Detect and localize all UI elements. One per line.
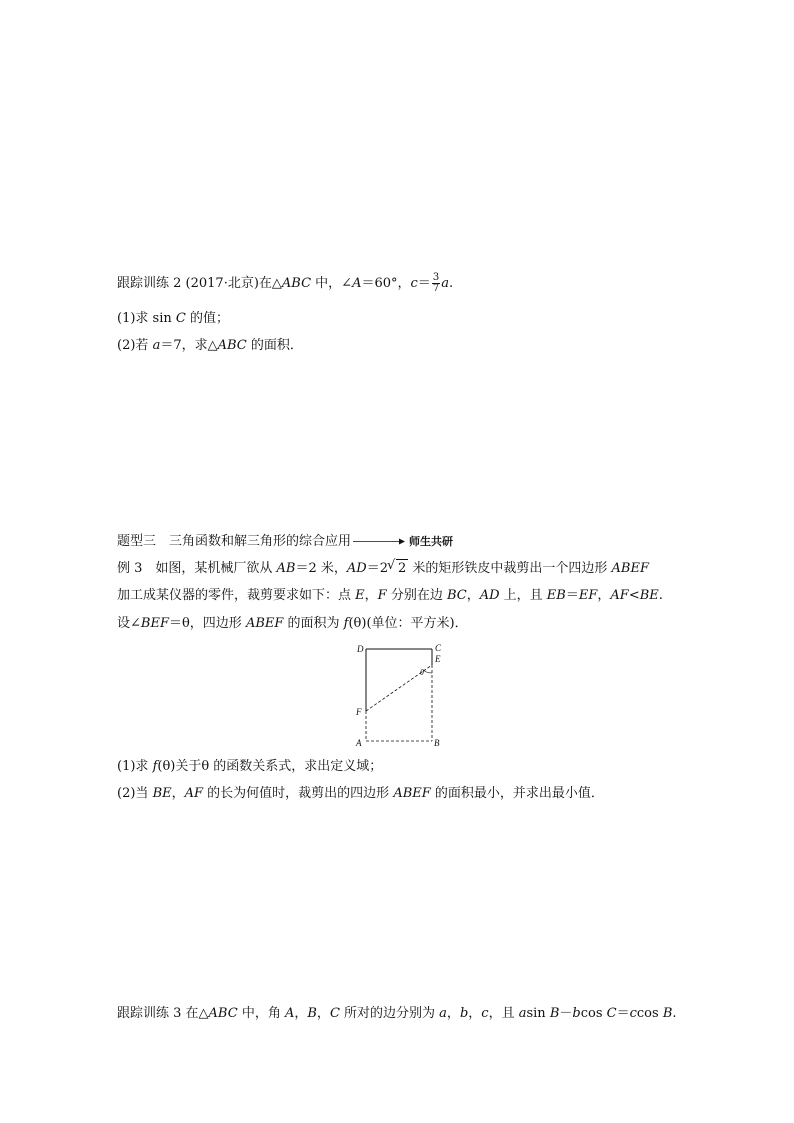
angle-arc	[424, 671, 432, 674]
example3-line-2: 加工成某仪器的零件，裁剪要求如下：点 E，F 分别在边 BC，AD 上，且 EB＝EF，AF<BE.	[117, 588, 663, 603]
label-e: E	[435, 654, 441, 664]
fraction: $\frac{3}{7}$	[432, 272, 440, 294]
label-f: F	[356, 707, 362, 717]
section-heading: 题型三 三角函数和解三角形的综合应用 师生共研	[117, 534, 454, 549]
label-b: B	[434, 738, 440, 748]
example3-question-1: (1)求 f(θ)关于θ 的函数关系式，求出定义域；	[117, 759, 383, 774]
label-d: D	[357, 644, 364, 654]
section-tag: 师生共研	[409, 535, 454, 548]
label-theta: θ	[420, 668, 424, 677]
practice2-statement: 跟踪训练 2 (2017·北京)在△ABC 中，∠A＝60°，c＝ $\frac{3}{7}$ a.	[117, 272, 454, 294]
example3-question-2: (2)当 BE，AF 的长为何值时，裁剪出的四边形 ABEF 的面积最小，并求出最小值．	[117, 786, 604, 801]
example3-line-3: 设∠BEF＝θ，四边形 ABEF 的面积为 f(θ)(单位：平方米)．	[117, 616, 468, 631]
label-a: A	[356, 738, 362, 748]
practice2-question-2: (2)若 a＝7，求△ABC 的面积．	[117, 338, 303, 353]
label-c: C	[435, 643, 442, 653]
sqrt: √ 2	[396, 559, 408, 578]
arrow-icon	[353, 537, 405, 546]
practice2-question-1: (1)求 sin C 的值；	[117, 311, 229, 326]
example3-line-1: 例 3 如图，某机械厂欲从 AB＝2 米，AD＝2√ 2 米的矩形铁皮中裁剪出一个四边形 ABEF	[117, 559, 649, 578]
practice3-statement: 跟踪训练 3 在△ABC 中，角 A，B，C 所对的边分别为 a，b，c，且 asin B－bcos C＝ccos B.	[117, 1006, 677, 1021]
rectangle-figure	[350, 643, 450, 751]
